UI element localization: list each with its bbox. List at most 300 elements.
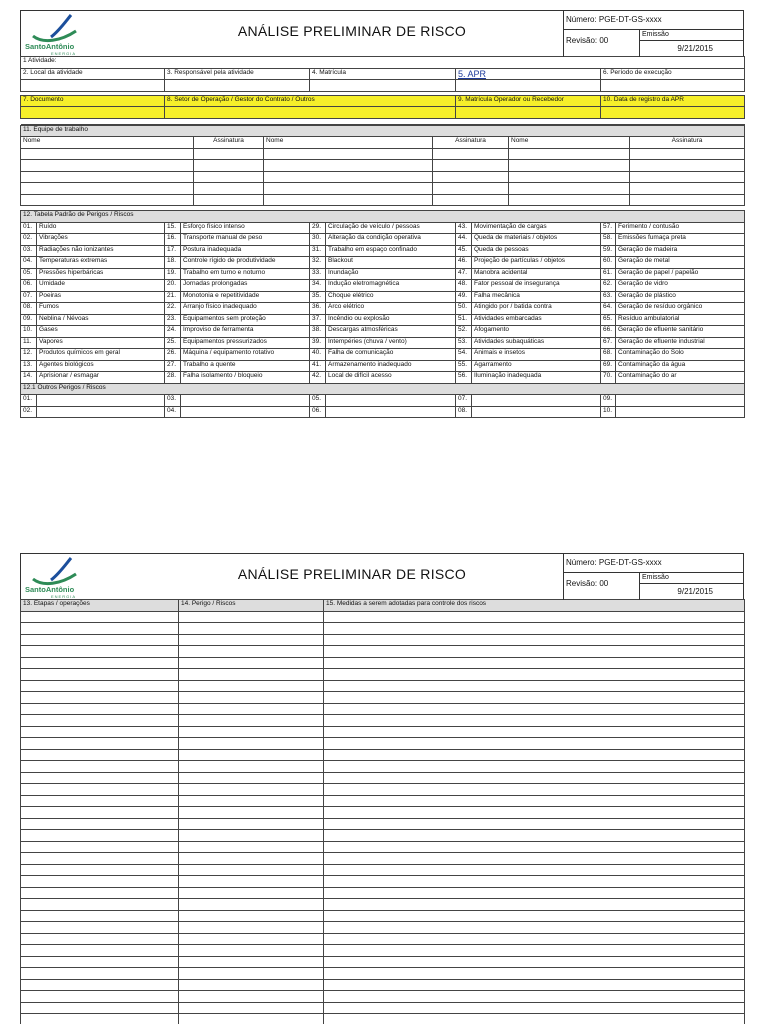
team-name-field[interactable] (509, 148, 630, 160)
medida-field[interactable] (324, 623, 745, 635)
team-signature-field[interactable] (433, 160, 509, 172)
perigo-field[interactable] (179, 945, 324, 957)
team-signature-field[interactable] (433, 171, 509, 183)
hazard-label: Postura inadequada (181, 245, 310, 257)
team-name-field[interactable] (264, 171, 433, 183)
matricula-operador-field[interactable] (456, 107, 601, 119)
medida-field[interactable] (324, 933, 745, 945)
medida-field[interactable] (324, 772, 745, 784)
team-name-field[interactable] (21, 194, 194, 206)
hazard-label: Inundação (326, 268, 456, 280)
hazard-number[interactable]: 38. (310, 326, 326, 338)
medida-field[interactable] (324, 738, 745, 750)
perigo-field[interactable] (179, 726, 324, 738)
etapa-field[interactable] (21, 853, 179, 865)
team-name-field[interactable] (509, 194, 630, 206)
outros-field[interactable] (181, 395, 310, 407)
medida-field[interactable] (324, 830, 745, 842)
hazard-number[interactable]: 59. (601, 245, 616, 257)
perigo-field[interactable] (179, 646, 324, 658)
etapa-field[interactable] (21, 692, 179, 704)
medida-field[interactable] (324, 680, 745, 692)
perigo-field[interactable] (179, 910, 324, 922)
hazard-label: Geração de efluente sanitário (616, 326, 745, 338)
hazard-number[interactable]: 13. (21, 360, 37, 372)
perigo-field[interactable] (179, 991, 324, 1003)
etapa-field[interactable] (21, 772, 179, 784)
etapa-field[interactable] (21, 749, 179, 761)
team-signature-field[interactable] (194, 160, 264, 172)
hazard-row (21, 280, 745, 292)
hazard-label: Atividades embarcadas (472, 314, 601, 326)
etapa-field[interactable] (21, 784, 179, 796)
outros-field[interactable] (181, 406, 310, 418)
hazard-number[interactable]: 65. (601, 314, 616, 326)
etapa-field[interactable] (21, 1014, 179, 1024)
hazard-number[interactable]: 24. (165, 326, 181, 338)
medida-field[interactable] (324, 979, 745, 991)
form-header (20, 553, 744, 599)
hazard-number[interactable]: 43. (456, 222, 472, 234)
hazard-number[interactable]: 63. (601, 291, 616, 303)
etapa-field[interactable] (21, 703, 179, 715)
medida-field[interactable] (324, 841, 745, 853)
hazard-label: Emissões fumaça preta (616, 234, 745, 246)
hazard-number[interactable]: 12. (21, 349, 37, 361)
hazard-label: Contaminação da água (616, 360, 745, 372)
medida-field[interactable] (324, 887, 745, 899)
medida-field[interactable] (324, 646, 745, 658)
hazard-number[interactable]: 47. (456, 268, 472, 280)
hazard-number[interactable]: 35. (310, 291, 326, 303)
hazard-label: Agarramento (472, 360, 601, 372)
medida-field[interactable] (324, 807, 745, 819)
perigo-field[interactable] (179, 623, 324, 635)
etapa-field[interactable] (21, 841, 179, 853)
etapa-field[interactable] (21, 738, 179, 750)
perigo-field[interactable] (179, 899, 324, 911)
medida-field[interactable] (324, 761, 745, 773)
hazard-row (21, 360, 745, 372)
hazard-label: Projeção de partículas / objetos (472, 257, 601, 269)
hazard-number[interactable]: 32. (310, 257, 326, 269)
hazard-label: Atividades subaquáticas (472, 337, 601, 349)
hazard-number[interactable]: 10. (21, 326, 37, 338)
etapa-field[interactable] (21, 933, 179, 945)
perigo-field[interactable] (179, 738, 324, 750)
medida-field[interactable] (324, 1014, 745, 1024)
hazard-number[interactable]: 28. (165, 372, 181, 384)
svg-text:SantoAntônio: SantoAntônio (25, 42, 75, 51)
measures-row (21, 910, 745, 922)
hazard-number[interactable]: 60. (601, 257, 616, 269)
hazard-row (21, 303, 745, 315)
medida-field[interactable] (324, 657, 745, 669)
hazard-number[interactable]: 08. (21, 303, 37, 315)
hazard-number[interactable]: 50. (456, 303, 472, 315)
col-assinatura: Assinatura (194, 137, 264, 149)
medida-field[interactable] (324, 910, 745, 922)
team-signature-field[interactable] (194, 171, 264, 183)
team-name-field[interactable] (509, 171, 630, 183)
perigo-field[interactable] (179, 887, 324, 899)
hazard-number[interactable]: 06. (21, 280, 37, 292)
measures-row (21, 738, 745, 750)
svg-text:SantoAntônio: SantoAntônio (25, 585, 75, 594)
etapa-field[interactable] (21, 922, 179, 934)
perigo-field[interactable] (179, 657, 324, 669)
hazard-row (21, 222, 745, 234)
medida-field[interactable] (324, 876, 745, 888)
team-signature-field[interactable] (433, 183, 509, 195)
medida-field[interactable] (324, 669, 745, 681)
perigo-field[interactable] (179, 922, 324, 934)
etapa-field[interactable] (21, 899, 179, 911)
hazard-number[interactable]: 41. (310, 360, 326, 372)
team-name-field[interactable] (509, 183, 630, 195)
etapa-field[interactable] (21, 1002, 179, 1014)
perigo-field[interactable] (179, 864, 324, 876)
apr-sheet-2 (20, 553, 744, 1024)
hazard-label: Manobra acidental (472, 268, 601, 280)
hazard-number[interactable]: 26. (165, 349, 181, 361)
team-signature-field[interactable] (194, 194, 264, 206)
measures-row (21, 899, 745, 911)
medida-field[interactable] (324, 1002, 745, 1014)
hazard-label: Poeiras (37, 291, 165, 303)
outros-number: 07. (456, 395, 472, 407)
hazard-label: Geração de efluente industrial (616, 337, 745, 349)
measures-row (21, 657, 745, 669)
hazard-number[interactable]: 66. (601, 326, 616, 338)
etapa-field[interactable] (21, 818, 179, 830)
medida-field[interactable] (324, 749, 745, 761)
company-logo (21, 11, 93, 57)
perigo-field[interactable] (179, 933, 324, 945)
measures-row (21, 715, 745, 727)
documento-label: 7. Documento (21, 95, 165, 107)
periodo-field[interactable] (601, 80, 745, 92)
hazard-number[interactable]: 09. (21, 314, 37, 326)
etapa-field[interactable] (21, 968, 179, 980)
hazard-number[interactable]: 31. (310, 245, 326, 257)
etapa-field[interactable] (21, 657, 179, 669)
perigo-field[interactable] (179, 611, 324, 623)
medida-field[interactable] (324, 715, 745, 727)
medida-field[interactable] (324, 611, 745, 623)
hazard-number[interactable]: 67. (601, 337, 616, 349)
hazard-label: Local de difícil acesso (326, 372, 456, 384)
perigo-field[interactable] (179, 979, 324, 991)
hazard-number[interactable]: 46. (456, 257, 472, 269)
hazard-number[interactable]: 15. (165, 222, 181, 234)
hazard-row (21, 268, 745, 280)
perigo-field[interactable] (179, 634, 324, 646)
etapa-field[interactable] (21, 887, 179, 899)
etapa-field[interactable] (21, 864, 179, 876)
data-registro-field[interactable] (601, 107, 745, 119)
team-name-field[interactable] (509, 160, 630, 172)
hazard-number[interactable]: 39. (310, 337, 326, 349)
medida-field[interactable] (324, 692, 745, 704)
outros-field[interactable] (616, 395, 745, 407)
measures-row (21, 853, 745, 865)
outros-row (21, 395, 745, 407)
team-name-field[interactable] (21, 183, 194, 195)
hazard-number[interactable]: 33. (310, 268, 326, 280)
medida-field[interactable] (324, 968, 745, 980)
etapa-field[interactable] (21, 807, 179, 819)
team-name-field[interactable] (264, 194, 433, 206)
outros-number: 02. (21, 406, 37, 418)
measures-row (21, 1014, 745, 1024)
measures-row (21, 922, 745, 934)
etapa-field[interactable] (21, 761, 179, 773)
hazard-label: Queda de pessoas (472, 245, 601, 257)
perigo-field[interactable] (179, 956, 324, 968)
hazard-number[interactable]: 52. (456, 326, 472, 338)
hazard-number[interactable]: 64. (601, 303, 616, 315)
hazard-number[interactable]: 04. (21, 257, 37, 269)
hazard-row (21, 291, 745, 303)
hazard-row (21, 326, 745, 338)
measures-row (21, 1002, 745, 1014)
team-signature-field[interactable] (630, 194, 745, 206)
hazard-number[interactable]: 01. (21, 222, 37, 234)
perigo-field[interactable] (179, 692, 324, 704)
medida-field[interactable] (324, 899, 745, 911)
outros-field[interactable] (472, 395, 601, 407)
team-signature-field[interactable] (433, 194, 509, 206)
measures-row (21, 991, 745, 1003)
hazard-number[interactable]: 20. (165, 280, 181, 292)
etapa-field[interactable] (21, 979, 179, 991)
measures-row (21, 956, 745, 968)
medida-field[interactable] (324, 945, 745, 957)
hazard-label: Produtos químicos em geral (37, 349, 165, 361)
etapa-field[interactable] (21, 634, 179, 646)
hazard-number[interactable]: 48. (456, 280, 472, 292)
perigo-field[interactable] (179, 830, 324, 842)
etapa-field[interactable] (21, 991, 179, 1003)
team-row (21, 194, 745, 206)
etapa-field[interactable] (21, 646, 179, 658)
team-signature-field[interactable] (194, 183, 264, 195)
doc-meta (563, 554, 743, 600)
hazard-label: Circulação de veículo / pessoas (326, 222, 456, 234)
hazard-label: Intempéries (chuva / vento) (326, 337, 456, 349)
medida-field[interactable] (324, 922, 745, 934)
hazard-number[interactable]: 03. (21, 245, 37, 257)
outros-field[interactable] (472, 406, 601, 418)
team-name-field[interactable] (264, 183, 433, 195)
hazard-label: Monotonia e repetitividade (181, 291, 310, 303)
hazard-number[interactable]: 22. (165, 303, 181, 315)
etapa-field[interactable] (21, 876, 179, 888)
measures-row (21, 876, 745, 888)
etapa-field[interactable] (21, 945, 179, 957)
hazard-label: Atingido por / batida contra (472, 303, 601, 315)
hazard-number[interactable]: 05. (21, 268, 37, 280)
hazard-number[interactable]: 49. (456, 291, 472, 303)
team-signature-field[interactable] (630, 171, 745, 183)
etapa-field[interactable] (21, 680, 179, 692)
perigo-field[interactable] (179, 876, 324, 888)
apr-link[interactable]: 5. APR (456, 68, 601, 80)
medida-field[interactable] (324, 818, 745, 830)
team-signature-field[interactable] (194, 148, 264, 160)
hazard-number[interactable]: 58. (601, 234, 616, 246)
hazard-label: Trabalho em turno e noturno (181, 268, 310, 280)
perigo-field[interactable] (179, 795, 324, 807)
hazard-number[interactable]: 42. (310, 372, 326, 384)
data-registro-label: 10. Data de registro da APR (601, 95, 745, 107)
hazard-number[interactable]: 02. (21, 234, 37, 246)
outros-field[interactable] (616, 406, 745, 418)
outros-field[interactable] (37, 395, 165, 407)
hazard-number[interactable]: 27. (165, 360, 181, 372)
outros-field[interactable] (326, 406, 456, 418)
hazard-number[interactable]: 25. (165, 337, 181, 349)
apr-field[interactable] (456, 80, 601, 92)
hazard-number[interactable]: 19. (165, 268, 181, 280)
hazard-number[interactable]: 69. (601, 360, 616, 372)
hazard-number[interactable]: 62. (601, 280, 616, 292)
perigo-field[interactable] (179, 703, 324, 715)
responsavel-field[interactable] (165, 80, 310, 92)
hazard-number[interactable]: 54. (456, 349, 472, 361)
measures-row (21, 795, 745, 807)
team-signature-field[interactable] (630, 183, 745, 195)
etapa-field[interactable] (21, 956, 179, 968)
medida-field[interactable] (324, 956, 745, 968)
hazard-label: Vibrações (37, 234, 165, 246)
hazard-row (21, 372, 745, 384)
matricula-field[interactable] (310, 80, 456, 92)
col-nome: Nome (21, 137, 194, 149)
etapa-field[interactable] (21, 726, 179, 738)
hazard-label: Falha de comunicação (326, 349, 456, 361)
medida-field[interactable] (324, 703, 745, 715)
outros-field[interactable] (326, 395, 456, 407)
team-signature-field[interactable] (433, 148, 509, 160)
team-signature-field[interactable] (630, 160, 745, 172)
emission-date: 9/21/2015 (677, 587, 713, 596)
perigo-field[interactable] (179, 772, 324, 784)
hazard-row (21, 337, 745, 349)
hazard-number[interactable]: 11. (21, 337, 37, 349)
perigo-field[interactable] (179, 715, 324, 727)
outros-field[interactable] (37, 406, 165, 418)
hazard-label: Falha mecânica (472, 291, 601, 303)
setor-field[interactable] (165, 107, 456, 119)
perigo-field[interactable] (179, 669, 324, 681)
medida-field[interactable] (324, 853, 745, 865)
hazard-label: Jornadas prolongadas (181, 280, 310, 292)
team-name-field[interactable] (21, 171, 194, 183)
perigo-field[interactable] (179, 1002, 324, 1014)
hazard-number[interactable]: 29. (310, 222, 326, 234)
medida-field[interactable] (324, 784, 745, 796)
hazard-number[interactable]: 14. (21, 372, 37, 384)
perigo-field[interactable] (179, 853, 324, 865)
hazard-number[interactable]: 07. (21, 291, 37, 303)
perigo-field[interactable] (179, 807, 324, 819)
hazard-number[interactable]: 30. (310, 234, 326, 246)
hazard-number[interactable]: 21. (165, 291, 181, 303)
team-name-field[interactable] (264, 148, 433, 160)
perigo-field[interactable] (179, 749, 324, 761)
hazard-number[interactable]: 53. (456, 337, 472, 349)
hazard-label: Descargas atmosféricas (326, 326, 456, 338)
outros-title: 12.1 Outros Perigos / Riscos (21, 383, 745, 395)
etapa-field[interactable] (21, 795, 179, 807)
hazard-number[interactable]: 61. (601, 268, 616, 280)
etapa-field[interactable] (21, 910, 179, 922)
team-name-field[interactable] (21, 148, 194, 160)
form-header (20, 10, 744, 56)
measures-row (21, 807, 745, 819)
hazard-number[interactable]: 68. (601, 349, 616, 361)
form-title: ANÁLISE PRELIMINAR DE RISCO (237, 566, 467, 582)
local-field[interactable] (21, 80, 165, 92)
team-name-field[interactable] (21, 160, 194, 172)
medida-field[interactable] (324, 864, 745, 876)
hazard-label: Agentes biológicos (37, 360, 165, 372)
hazard-label: Neblina / Névoas (37, 314, 165, 326)
etapa-field[interactable] (21, 611, 179, 623)
team-signature-field[interactable] (630, 148, 745, 160)
team-table (20, 125, 745, 207)
hazard-number[interactable]: 44. (456, 234, 472, 246)
perigo-field[interactable] (179, 968, 324, 980)
etapa-field[interactable] (21, 715, 179, 727)
hazard-number[interactable]: 18. (165, 257, 181, 269)
documento-field[interactable] (21, 107, 165, 119)
hazard-number[interactable]: 45. (456, 245, 472, 257)
etapa-field[interactable] (21, 623, 179, 635)
hazard-number[interactable]: 23. (165, 314, 181, 326)
perigo-field[interactable] (179, 680, 324, 692)
hazard-number[interactable]: 70. (601, 372, 616, 384)
hazard-number[interactable]: 56. (456, 372, 472, 384)
perigo-field[interactable] (179, 818, 324, 830)
medida-field[interactable] (324, 726, 745, 738)
hazard-number[interactable]: 34. (310, 280, 326, 292)
medida-field[interactable] (324, 795, 745, 807)
hazard-number[interactable]: 51. (456, 314, 472, 326)
medida-field[interactable] (324, 634, 745, 646)
medida-field[interactable] (324, 991, 745, 1003)
hazard-number[interactable]: 57. (601, 222, 616, 234)
team-name-field[interactable] (264, 160, 433, 172)
perigo-field[interactable] (179, 784, 324, 796)
hazard-number[interactable]: 17. (165, 245, 181, 257)
perigo-field[interactable] (179, 1014, 324, 1024)
measures-row (21, 887, 745, 899)
hazard-label: Afogamento (472, 326, 601, 338)
perigo-field[interactable] (179, 841, 324, 853)
etapa-field[interactable] (21, 669, 179, 681)
perigo-field[interactable] (179, 761, 324, 773)
hazard-number[interactable]: 40. (310, 349, 326, 361)
etapa-field[interactable] (21, 830, 179, 842)
hazard-number[interactable]: 37. (310, 314, 326, 326)
hazard-number[interactable]: 36. (310, 303, 326, 315)
hazard-number[interactable]: 55. (456, 360, 472, 372)
hazard-number[interactable]: 16. (165, 234, 181, 246)
hazard-label: Geração de plástico (616, 291, 745, 303)
